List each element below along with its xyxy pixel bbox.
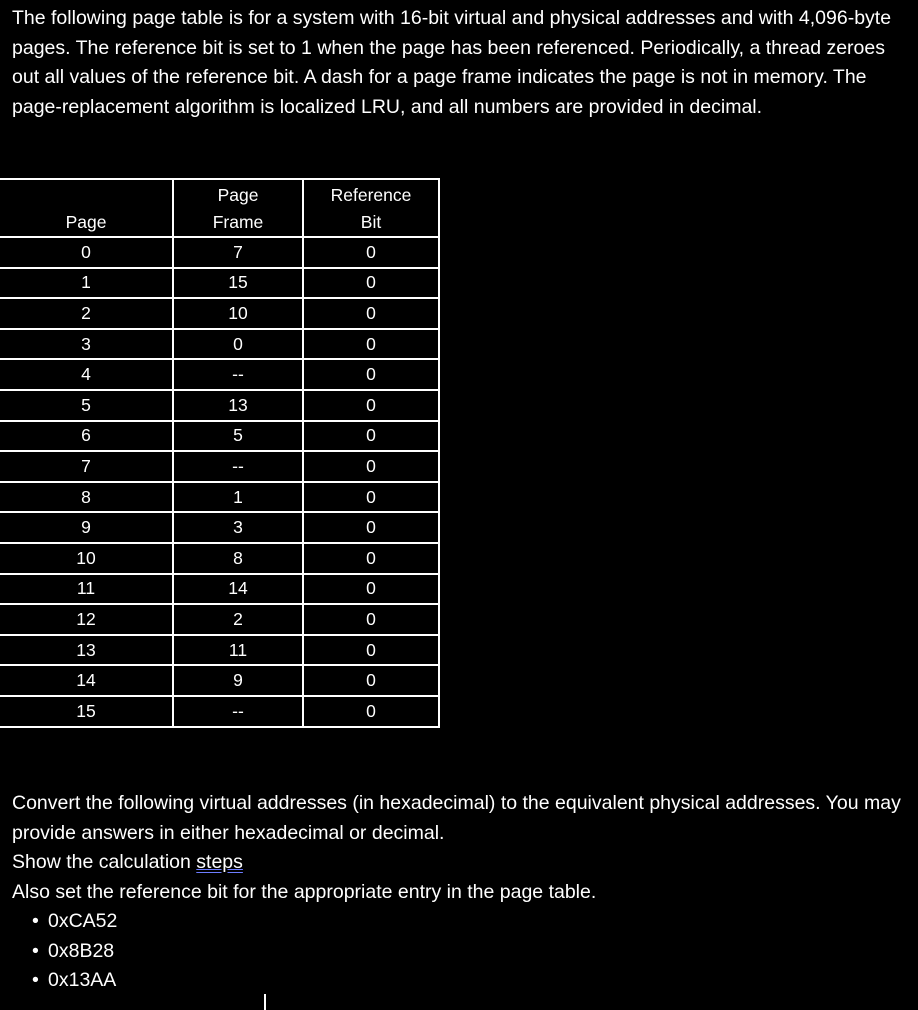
header-page-frame <box>173 179 303 237</box>
header-reference-bit <box>303 179 439 237</box>
frame-cell: 7 <box>173 237 303 268</box>
frame-cell: 13 <box>173 390 303 421</box>
reference-bit-instruction: Also set the reference bit for the appropriate entry in the page table. <box>12 880 597 903</box>
reference-bit-cell: 0 <box>303 329 439 360</box>
frame-cell: -- <box>173 696 303 727</box>
table-row <box>0 237 439 268</box>
frame-cell: 5 <box>173 421 303 452</box>
frame-cell: -- <box>173 451 303 482</box>
page-cell: 14 <box>0 665 173 696</box>
table-row <box>0 665 439 696</box>
bullet-icon: • <box>32 969 39 991</box>
frame-cell: 15 <box>173 268 303 299</box>
page-cell: 2 <box>0 298 173 329</box>
frame-cell: 11 <box>173 635 303 666</box>
reference-bit-cell: 0 <box>303 635 439 666</box>
page-cell: 5 <box>0 390 173 421</box>
reference-bit-cell: 0 <box>303 604 439 635</box>
header-ref-line1: Reference <box>330 185 412 205</box>
page-cell: 1 <box>0 268 173 299</box>
page-cell: 0 <box>0 237 173 268</box>
address-value: 0x8B28 <box>48 939 115 962</box>
page-table <box>0 178 440 728</box>
reference-bit-cell: 0 <box>303 298 439 329</box>
show-instruction <box>12 848 908 878</box>
page-cell: 4 <box>0 359 173 390</box>
table-row <box>0 512 439 543</box>
table-header-row <box>0 179 439 237</box>
page-cell: 12 <box>0 604 173 635</box>
table-row <box>0 421 439 452</box>
table-row <box>0 482 439 513</box>
frame-cell: 14 <box>173 574 303 605</box>
steps-word: steps <box>196 851 243 873</box>
header-page-label: Page <box>65 212 107 232</box>
frame-cell: 3 <box>173 512 303 543</box>
reference-bit-cell: 0 <box>303 543 439 574</box>
header-page <box>0 179 173 237</box>
frame-cell: 0 <box>173 329 303 360</box>
address-value: 0x13AA <box>48 969 117 991</box>
page-cell: 3 <box>0 329 173 360</box>
table-row <box>0 574 439 605</box>
address-list <box>12 907 908 996</box>
page-cell: 13 <box>0 635 173 666</box>
instructions <box>12 789 908 996</box>
reference-bit-cell: 0 <box>303 574 439 605</box>
frame-cell: 10 <box>173 298 303 329</box>
table-row <box>0 329 439 360</box>
header-frame-line2: Frame <box>212 212 264 232</box>
reference-bit-cell: 0 <box>303 696 439 727</box>
header-frame-line1: Page <box>217 185 259 205</box>
reference-bit-cell: 0 <box>303 512 439 543</box>
page-cell: 6 <box>0 421 173 452</box>
show-prefix: Show the calculation <box>12 851 197 873</box>
reference-bit-cell: 0 <box>303 237 439 268</box>
address-item <box>32 966 908 996</box>
table-row <box>0 696 439 727</box>
table-row <box>0 359 439 390</box>
reference-bit-cell: 0 <box>303 451 439 482</box>
table-row <box>0 298 439 329</box>
page-table-body <box>0 237 439 727</box>
page-cell: 11 <box>0 574 173 605</box>
reference-bit-cell: 0 <box>303 359 439 390</box>
address-item <box>32 907 908 937</box>
reference-bit-cell: 0 <box>303 482 439 513</box>
frame-cell: -- <box>173 359 303 390</box>
page-cell: 9 <box>0 512 173 543</box>
reference-bit-cell: 0 <box>303 665 439 696</box>
bullet-icon: • <box>32 910 39 932</box>
frame-cell: 2 <box>173 604 303 635</box>
page-cell: 10 <box>0 543 173 574</box>
table-row <box>0 635 439 666</box>
convert-instruction: Convert the following virtual addresses (in hexadecimal) to the equivalent physical addresses. You may provide answers in either hexadecimal or decimal. <box>12 792 901 844</box>
table-row <box>0 268 439 299</box>
frame-cell: 8 <box>173 543 303 574</box>
header-ref-line2: Bit <box>360 212 382 232</box>
bullet-icon: • <box>32 939 39 962</box>
page-cell: 15 <box>0 696 173 727</box>
table-row <box>0 390 439 421</box>
reference-bit-cell: 0 <box>303 421 439 452</box>
table-row <box>0 604 439 635</box>
page-cell: 7 <box>0 451 173 482</box>
reference-bit-cell: 0 <box>303 268 439 299</box>
frame-cell: 1 <box>173 482 303 513</box>
reference-bit-cell: 0 <box>303 390 439 421</box>
address-item <box>32 937 908 967</box>
table-row <box>0 451 439 482</box>
page-cell: 8 <box>0 482 173 513</box>
frame-cell: 9 <box>173 665 303 696</box>
problem-intro: The following page table is for a system with 16-bit virtual and physical addresses and with 4,096-byte pages. The reference bit is set to 1 when the page has been referenced. Periodically, a thread zeroes out all values of the reference bit. A dash for a page frame indicates the page is not in memory. The page-replacement algorithm is localized LRU, and all numbers are provided in decimal. <box>12 7 892 118</box>
address-value: 0xCA52 <box>48 910 118 932</box>
table-row <box>0 543 439 574</box>
